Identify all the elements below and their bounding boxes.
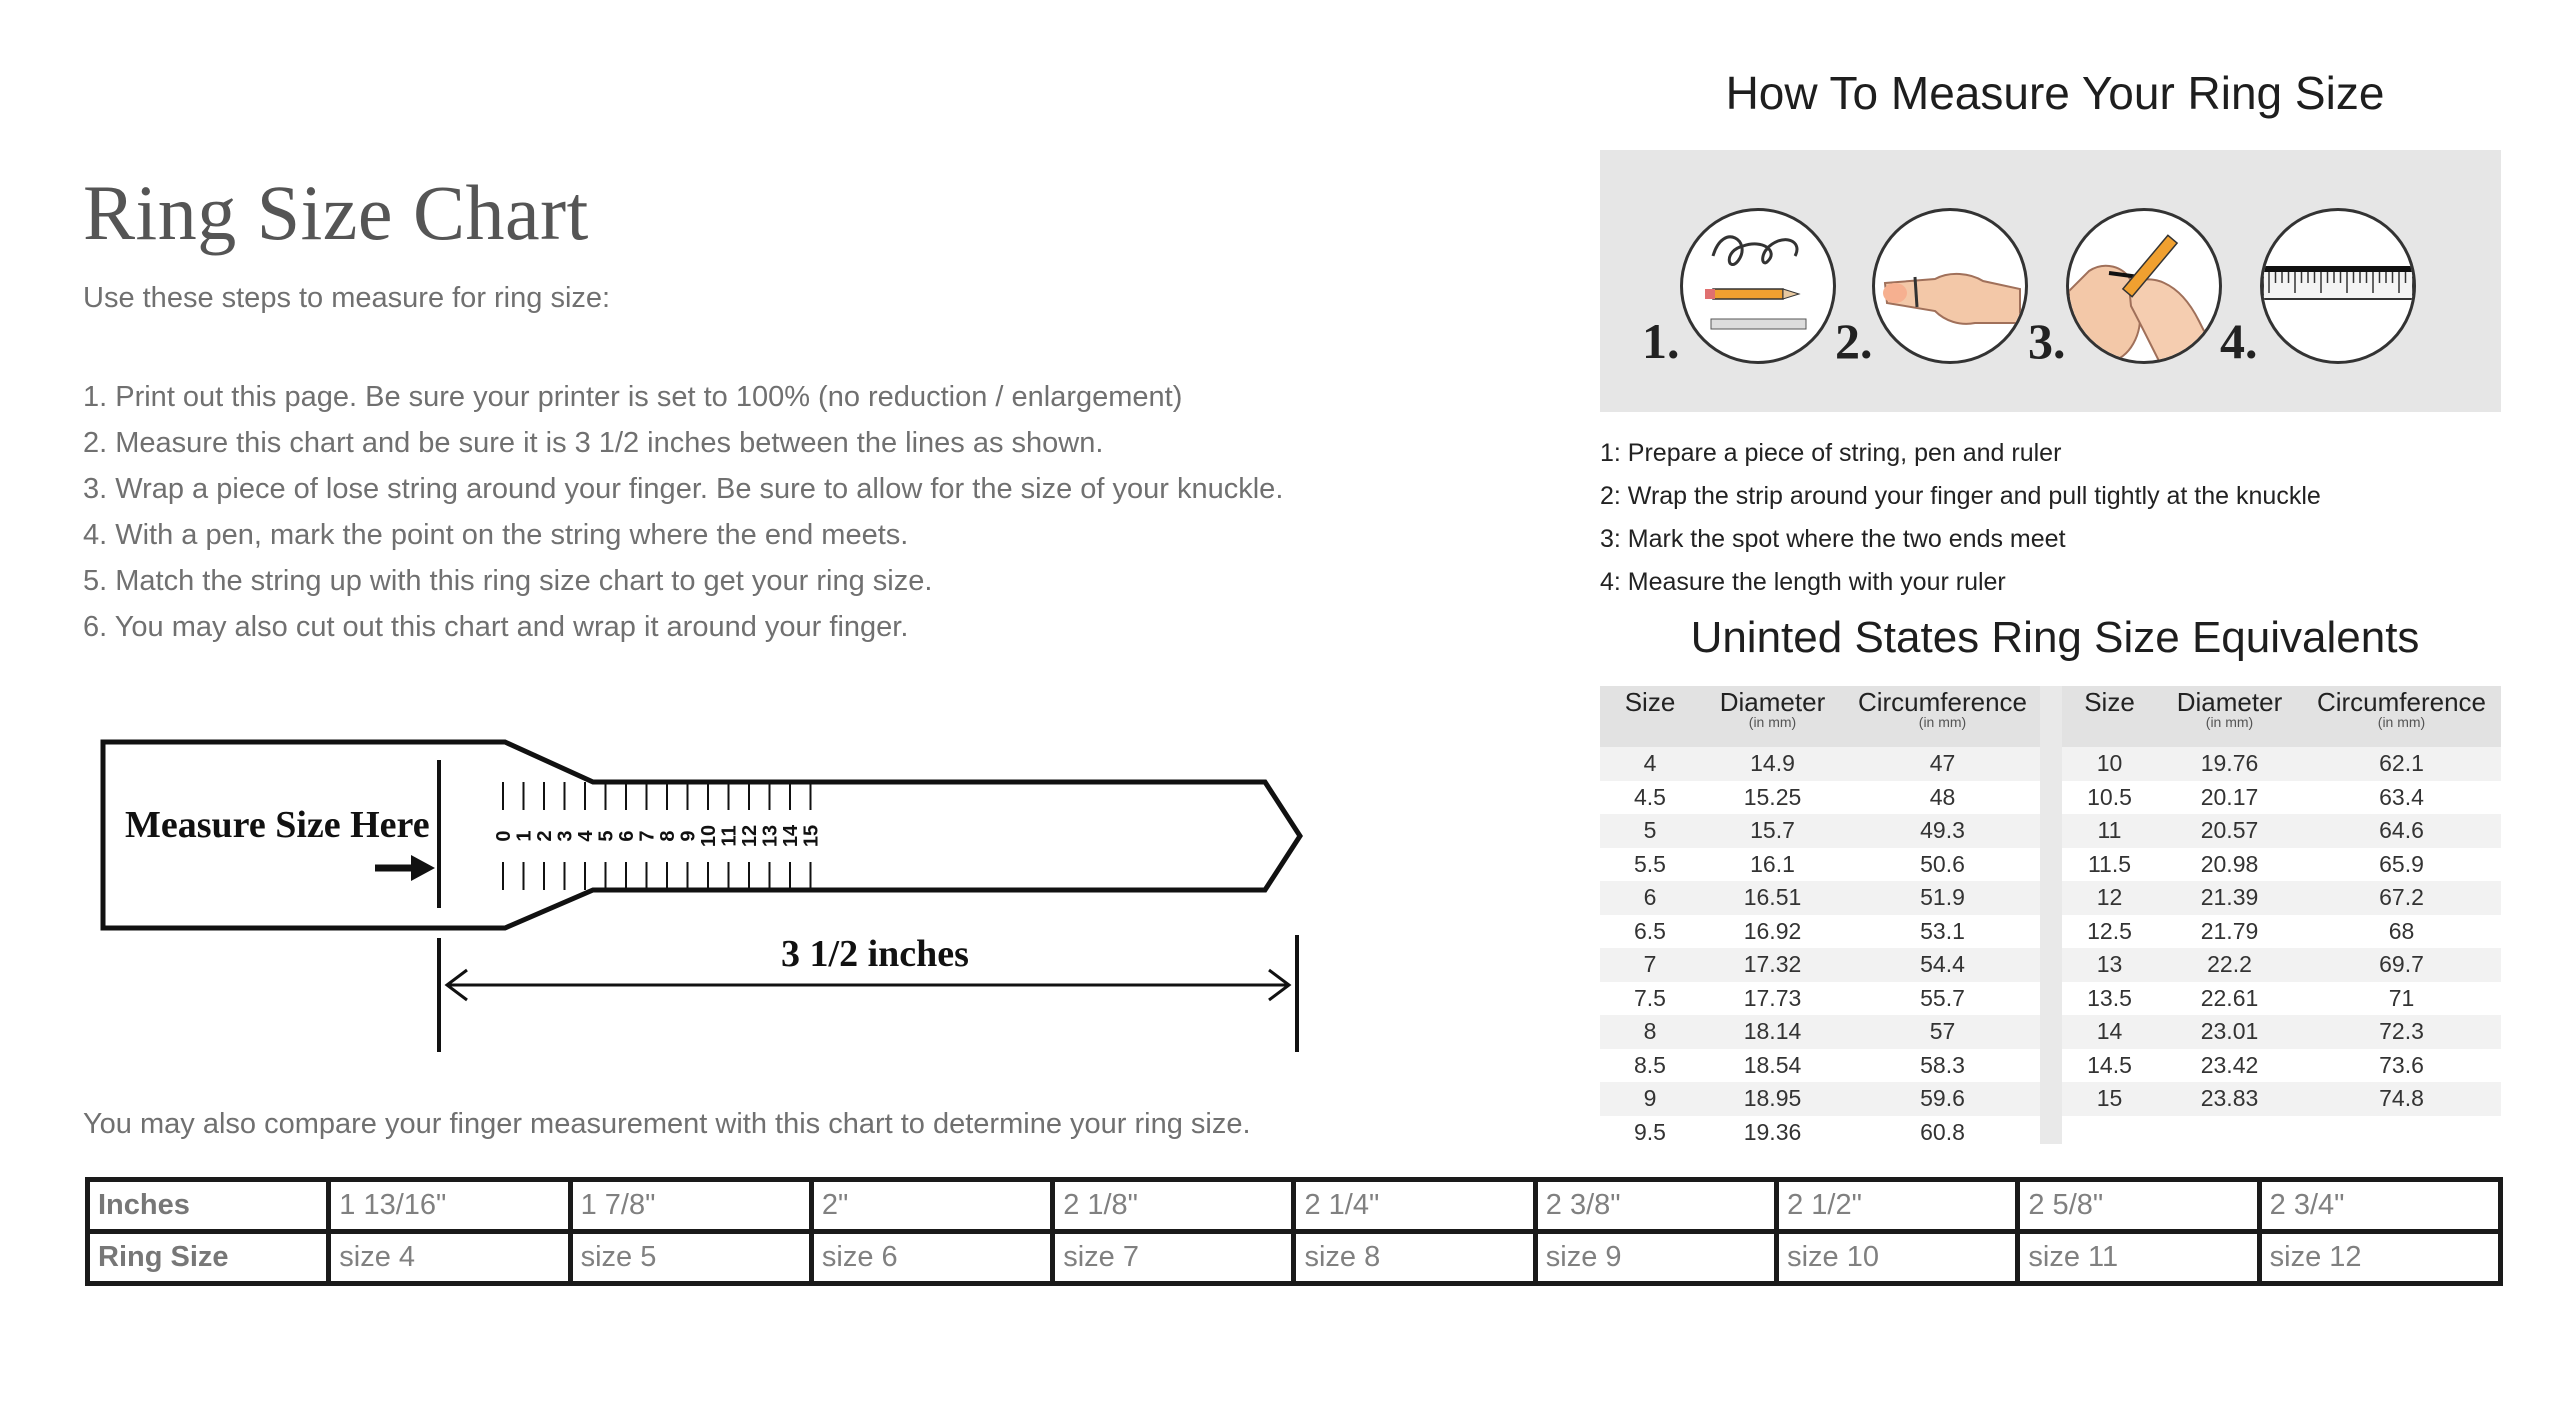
size-cell: 14.5 [2062, 1049, 2157, 1083]
circumference-cell: 67.2 [2302, 881, 2501, 915]
diameter-cell: 23.42 [2157, 1049, 2302, 1083]
diameter-header [1700, 686, 1845, 747]
circumference-cell: 48 [1845, 781, 2040, 815]
circumference-cell: 59.6 [1845, 1082, 2040, 1116]
sizer-tick-label: 7 [636, 830, 659, 842]
circumference-cell: 51.9 [1845, 881, 2040, 915]
measure-step: 5. Match the string up with this ring size chart to get your ring size. [83, 565, 933, 597]
sizer-tick-label: 13 [759, 824, 782, 848]
sizer-tick-label: 2 [534, 830, 556, 842]
diameter-cell: 18.14 [1700, 1015, 1845, 1049]
diameter-cell: 16.1 [1700, 848, 1845, 882]
compare-text: You may also compare your finger measurement with this chart to determine your ring size. [83, 1108, 1251, 1140]
diameter-cell: 19.76 [2157, 747, 2302, 781]
size-cell: 6 [1600, 881, 1700, 915]
illustration-step-number: 4. [2220, 313, 2258, 369]
diameter-header [2157, 686, 2302, 747]
how-to-illustration-panel [1600, 150, 2501, 412]
size-cell: 10 [2062, 747, 2157, 781]
size-cell: 5 [1600, 814, 1700, 848]
equivalents-row [1600, 814, 2040, 848]
diameter-cell: 15.7 [1700, 814, 1845, 848]
equivalents-row [1600, 1049, 2040, 1083]
circumference-cell: 74.8 [2302, 1082, 2501, 1116]
size-header: Size [1600, 686, 1700, 747]
diameter-header-label: Diameter [1719, 687, 1826, 717]
ring-size-equivalents [1600, 686, 2501, 1144]
ring-size-cell: size 10 [1777, 1232, 2018, 1284]
equivalents-row [1600, 1082, 2040, 1116]
measure-step: 2. Measure this chart and be sure it is 3 1/2 inches between the lines as shown. [83, 427, 1104, 459]
equivalents-row [2062, 1116, 2501, 1150]
sizer-tick-label: 10 [698, 824, 720, 848]
equivalents-row [2062, 848, 2501, 882]
diameter-cell: 20.17 [2157, 781, 2302, 815]
equivalents-row [2062, 948, 2501, 982]
diameter-unit: (in mm) [1748, 714, 1797, 730]
size-cell: 14 [2062, 1015, 2157, 1049]
inches-cell: 2 1/2" [1777, 1180, 2018, 1232]
measure-step: 4. With a pen, mark the point on the string where the end meets. [83, 519, 909, 551]
ring-size-cell: size 4 [329, 1232, 570, 1284]
size-cell: 10.5 [2062, 781, 2157, 815]
sizer-tick-label: 1 [513, 830, 536, 842]
equivalents-row [2062, 1049, 2501, 1083]
ring-size-row [88, 1232, 2501, 1284]
equivalents-row [2062, 781, 2501, 815]
ring-size-cell: size 8 [1294, 1232, 1535, 1284]
diameter-cell: 14.9 [1700, 747, 1845, 781]
measure-step: 6. You may also cut out this chart and wrap it around your finger. [83, 611, 909, 643]
sizer-tick-label: 8 [657, 830, 679, 842]
circumference-cell: 53.1 [1845, 915, 2040, 949]
sizer-tick-label: 3 [554, 830, 577, 842]
ring-size-cell: size 9 [1535, 1232, 1776, 1284]
equivalents-body-left [1600, 747, 2040, 1149]
circumference-cell: 54.4 [1845, 948, 2040, 982]
circumference-cell: 69.7 [2302, 948, 2501, 982]
illustration-step-number: 2. [1835, 313, 1873, 369]
printable-ring-sizer [95, 730, 1335, 1060]
measure-steps-list [83, 374, 1283, 650]
inches-cell: 2" [811, 1180, 1052, 1232]
size-cell: 11 [2062, 814, 2157, 848]
measure-step: 3. Wrap a piece of lose string around your finger. Be sure to allow for the size of your knuckle. [83, 473, 1284, 505]
size-cell: 13 [2062, 948, 2157, 982]
diameter-cell: 17.73 [1700, 982, 1845, 1016]
measure-size-here-label: Measure Size Here [125, 804, 430, 846]
size-cell: 13.5 [2062, 982, 2157, 1016]
sizer-tick-label: 6 [616, 830, 638, 842]
diameter-cell: 15.25 [1700, 781, 1845, 815]
inches-row-label: Inches [88, 1180, 329, 1232]
size-cell: 8.5 [1600, 1049, 1700, 1083]
size-cell [2062, 1116, 2157, 1150]
equivalents-row [2062, 1015, 2501, 1049]
inches-cell: 2 1/8" [1053, 1180, 1294, 1232]
equivalents-row [1600, 781, 2040, 815]
equivalents-row [2062, 982, 2501, 1016]
circumference-cell: 47 [1845, 747, 2040, 781]
how-step: 4: Measure the length with your ruler [1600, 568, 2006, 596]
diameter-cell [2157, 1116, 2302, 1150]
diameter-cell: 18.54 [1700, 1049, 1845, 1083]
illustration-step-number: 3. [2028, 313, 2066, 369]
equivalents-row [1600, 747, 2040, 781]
diameter-cell: 22.61 [2157, 982, 2302, 1016]
size-cell: 12 [2062, 881, 2157, 915]
inches-cell: 1 13/16" [329, 1180, 570, 1232]
intro-text: Use these steps to measure for ring size: [83, 282, 611, 314]
circumference-cell: 55.7 [1845, 982, 2040, 1016]
diameter-cell: 21.79 [2157, 915, 2302, 949]
equivalents-row [1600, 848, 2040, 882]
sizer-tick-label: 9 [677, 830, 700, 842]
equivalents-row [2062, 814, 2501, 848]
circumference-cell: 73.6 [2302, 1049, 2501, 1083]
diameter-cell: 18.95 [1700, 1082, 1845, 1116]
circumference-cell: 72.3 [2302, 1015, 2501, 1049]
ring-size-cell: size 6 [811, 1232, 1052, 1284]
size-cell: 7 [1600, 948, 1700, 982]
ring-size-cell: size 12 [2259, 1232, 2500, 1284]
inches-cell: 2 3/4" [2259, 1180, 2500, 1232]
inches-row [88, 1180, 2501, 1232]
circumference-cell: 60.8 [1845, 1116, 2040, 1150]
diameter-cell: 23.01 [2157, 1015, 2302, 1049]
ring-size-cell: size 5 [570, 1232, 811, 1284]
equivalents-row [2062, 1082, 2501, 1116]
circumference-cell: 68 [2302, 915, 2501, 949]
string-pencil-ruler-icon [1680, 208, 1836, 364]
sizer-tick-label: 11 [718, 825, 741, 847]
size-cell: 8 [1600, 1015, 1700, 1049]
inches-cell: 2 3/8" [1535, 1180, 1776, 1232]
sizer-tick-label: 15 [800, 824, 823, 848]
size-cell: 4.5 [1600, 781, 1700, 815]
size-cell: 9.5 [1600, 1116, 1700, 1150]
illustration-step-number: 1. [1642, 313, 1680, 369]
ring-size-cell: size 7 [1053, 1232, 1294, 1284]
sizer-tick-label: 4 [575, 830, 597, 842]
equivalents-table-right [2062, 686, 2501, 1149]
diameter-unit: (in mm) [2205, 714, 2254, 730]
size-cell: 12.5 [2062, 915, 2157, 949]
measure-step: 1. Print out this page. Be sure your printer is set to 100% (no reduction / enlargement) [83, 381, 1183, 413]
diameter-header-label: Diameter [2176, 687, 2283, 717]
diameter-cell: 20.57 [2157, 814, 2302, 848]
circumference-unit: (in mm) [2377, 714, 2426, 730]
circumference-cell: 50.6 [1845, 848, 2040, 882]
circumference-header [1845, 686, 2040, 747]
sizer-tick-label: 12 [739, 824, 761, 848]
equivalents-row [2062, 915, 2501, 949]
circumference-header-label: Circumference [1857, 687, 2028, 717]
circumference-cell [2302, 1116, 2501, 1150]
circumference-cell: 65.9 [2302, 848, 2501, 882]
equivalents-row [2062, 747, 2501, 781]
diameter-cell: 20.98 [2157, 848, 2302, 882]
finger-wrap-icon [1872, 208, 2028, 364]
equivalents-body-right [2062, 747, 2501, 1149]
circumference-cell: 49.3 [1845, 814, 2040, 848]
dimension-label: 3 1/2 inches [781, 933, 969, 975]
circumference-cell: 63.4 [2302, 781, 2501, 815]
equivalents-header-row [2062, 686, 2501, 747]
equivalents-table-left [1600, 686, 2040, 1149]
circumference-unit: (in mm) [1918, 714, 1967, 730]
circumference-cell: 64.6 [2302, 814, 2501, 848]
sizer-tick-label: 0 [493, 830, 515, 842]
size-cell: 7.5 [1600, 982, 1700, 1016]
diameter-cell: 17.32 [1700, 948, 1845, 982]
equivalents-row [1600, 915, 2040, 949]
equivalents-row [2062, 881, 2501, 915]
inches-to-size-table [85, 1177, 2503, 1286]
how-to-measure-title: How To Measure Your Ring Size [1725, 67, 2385, 119]
mark-string-icon [2066, 208, 2222, 364]
diameter-cell: 16.51 [1700, 881, 1845, 915]
size-cell: 4 [1600, 747, 1700, 781]
sizer-tick-label: 14 [780, 824, 802, 848]
ruler-icon [2260, 208, 2416, 364]
equivalents-title: Uninted States Ring Size Equivalents [1690, 613, 2420, 662]
circumference-cell: 71 [2302, 982, 2501, 1016]
inches-cell: 2 5/8" [2018, 1180, 2259, 1232]
circumference-cell: 62.1 [2302, 747, 2501, 781]
size-cell: 11.5 [2062, 848, 2157, 882]
diameter-cell: 16.92 [1700, 915, 1845, 949]
inches-cell: 1 7/8" [570, 1180, 811, 1232]
page-title: Ring Size Chart [83, 169, 589, 256]
how-step: 1: Prepare a piece of string, pen and ruler [1600, 439, 2062, 467]
sizer-tick-label: 5 [595, 830, 618, 842]
ring-size-cell: size 11 [2018, 1232, 2259, 1284]
how-to-steps-list [1600, 432, 2321, 604]
how-step: 3: Mark the spot where the two ends meet [1600, 525, 2066, 553]
circumference-header-label: Circumference [2316, 687, 2487, 717]
equivalents-row [1600, 1015, 2040, 1049]
size-cell: 5.5 [1600, 848, 1700, 882]
ring-size-row-label: Ring Size [88, 1232, 329, 1284]
size-cell: 9 [1600, 1082, 1700, 1116]
size-cell: 15 [2062, 1082, 2157, 1116]
circumference-cell: 57 [1845, 1015, 2040, 1049]
how-step: 2: Wrap the strip around your finger and pull tightly at the knuckle [1600, 482, 2321, 510]
equivalents-row [1600, 982, 2040, 1016]
circumference-header [2302, 686, 2501, 747]
circumference-cell: 58.3 [1845, 1049, 2040, 1083]
equivalents-row [1600, 881, 2040, 915]
diameter-cell: 22.2 [2157, 948, 2302, 982]
equivalents-header-row [1600, 686, 2040, 747]
size-cell: 6.5 [1600, 915, 1700, 949]
diameter-cell: 21.39 [2157, 881, 2302, 915]
equivalents-row [1600, 1116, 2040, 1150]
equivalents-row [1600, 948, 2040, 982]
diameter-cell: 23.83 [2157, 1082, 2302, 1116]
inches-cell: 2 1/4" [1294, 1180, 1535, 1232]
size-header: Size [2062, 686, 2157, 747]
diameter-cell: 19.36 [1700, 1116, 1845, 1150]
